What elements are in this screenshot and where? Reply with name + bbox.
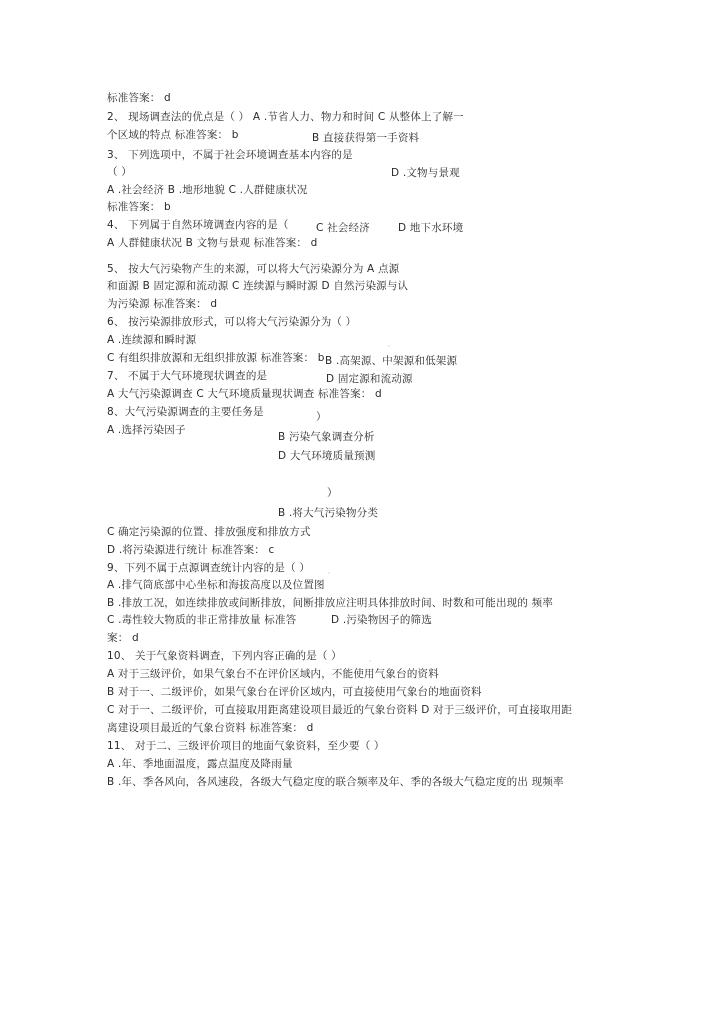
question-11: 11、 对于二、三级评价项目的地面气象资料，至少要（ ）	[107, 740, 385, 752]
question-6-option-d: D 固定源和流动源	[326, 373, 413, 385]
question-11-option-a: A .年、季地面温度，露点温度及降雨量	[107, 758, 293, 770]
question-3-paren: （ ）	[107, 166, 132, 178]
question-5-cont: 和面源 B 固定源和流动源 C 连续源与瞬时源 D 自然污染源与认	[107, 280, 409, 292]
question-9-option-d: D .污染物因子的筛选	[331, 614, 432, 626]
question-8-option-b: B .将大气污染物分类	[278, 507, 379, 519]
question-8-paren-2: ）	[327, 487, 338, 499]
question-3-option-d: D .文物与景观	[391, 167, 460, 179]
question-10-option-c: C 对于一、二级评价，可直接取用距离建设项目最近的气象台资料 D 对于三级评价，可直接取用距	[107, 704, 573, 716]
question-10-cont: 离建设项目最近的气象台资料 标准答案： d	[107, 722, 314, 734]
question-2: 2、 现场调查法的优点是（ ） A .节省人力、物力和时间 C 从整体上了解一	[107, 111, 464, 123]
question-5: 5、 按大气污染物产生的来源，可以将大气污染源分为 A 点源	[107, 263, 400, 275]
question-9: 9、下列不属于点源调查统计内容的是（ ）	[107, 562, 311, 574]
question-8-option-b-meteo: B 污染气象调查分析	[278, 431, 375, 443]
question-6-option-b: B .高架源、中架源和低架源	[325, 355, 458, 367]
question-3-options: A .社会经济 B .地形地貌 C .人群健康状况	[107, 184, 308, 196]
question-8-option-d: D .将污染源进行统计 标准答案： c	[107, 544, 275, 556]
question-7: 7、 不属于大气环境现状调查的是	[107, 370, 268, 382]
stray-mark: 。	[369, 657, 375, 663]
question-8: 8、大气污染源调查的主要任务是	[107, 406, 264, 418]
question-3: 3、 下列选项中，不属于社会环境调查基本内容的是	[107, 149, 353, 161]
question-8-option-c: C 确定污染源的位置、排放强度和排放方式	[107, 526, 311, 538]
question-9-option-b: B .排放工况，如连续排放或间断排放，间断排放应注明具体排放时间、时数和可能出现的 频率	[107, 597, 554, 609]
answer-9: 案： d	[107, 632, 139, 644]
answer-5: 为污染源 标准答案： d	[107, 298, 218, 310]
question-6-option-a: A .连续源和瞬时源	[107, 334, 197, 346]
question-6-option-c: C 有组织排放源和无组织排放源 标准答案： b	[107, 352, 325, 364]
question-4-option-d: D 地下水环境	[398, 222, 464, 234]
question-2-cont: 个区域的特点 标准答案： b	[107, 129, 239, 141]
answer-3: 标准答案： b	[107, 201, 171, 213]
stray-mark: 。	[328, 569, 334, 575]
question-8-paren: ）	[316, 411, 327, 423]
question-4: 4、 下列属于自然环境调查内容的是（	[107, 219, 289, 231]
question-10-option-b: B 对于一、二级评价，如果气象台在评价区域内，可直接使用气象台的地面资料	[107, 686, 482, 698]
question-4-options: A 人群健康状况 B 文物与景观 标准答案： d	[107, 237, 318, 249]
question-10-option-a: A 对于三级评价，如果气象台不在评价区域内，不能使用气象台的资料	[107, 668, 439, 680]
question-8-option-a: A .选择污染因子	[107, 424, 186, 436]
question-2-option-b: B 直接获得第一手资料	[312, 132, 420, 144]
question-4-option-c: C 社会经济	[316, 222, 370, 234]
answer-1: 标准答案： d	[107, 92, 171, 104]
question-8-option-d-forecast: D 大气环境质量预测	[278, 450, 376, 462]
question-11-option-b: B .年、季各风向，各风速段，各级大气稳定度的联合频率及年、季的各级大气稳定度的出 现频率	[107, 776, 564, 788]
question-9-option-a: A .排气筒底部中心坐标和海拔高度以及位置图	[107, 579, 325, 591]
question-7-options: A 大气污染源调查 C 大气环境质量现状调查 标准答案： d	[107, 388, 382, 400]
question-10: 10、 关于气象资料调查，下列内容正确的是（ ）	[107, 650, 342, 662]
question-6: 6、 按污染源排放形式，可以将大气污染源分为（ ）	[107, 316, 357, 328]
stray-mark: 。	[388, 342, 394, 348]
question-9-option-c: C .毒性较大物质的非正常排放量 标准答	[107, 614, 297, 626]
